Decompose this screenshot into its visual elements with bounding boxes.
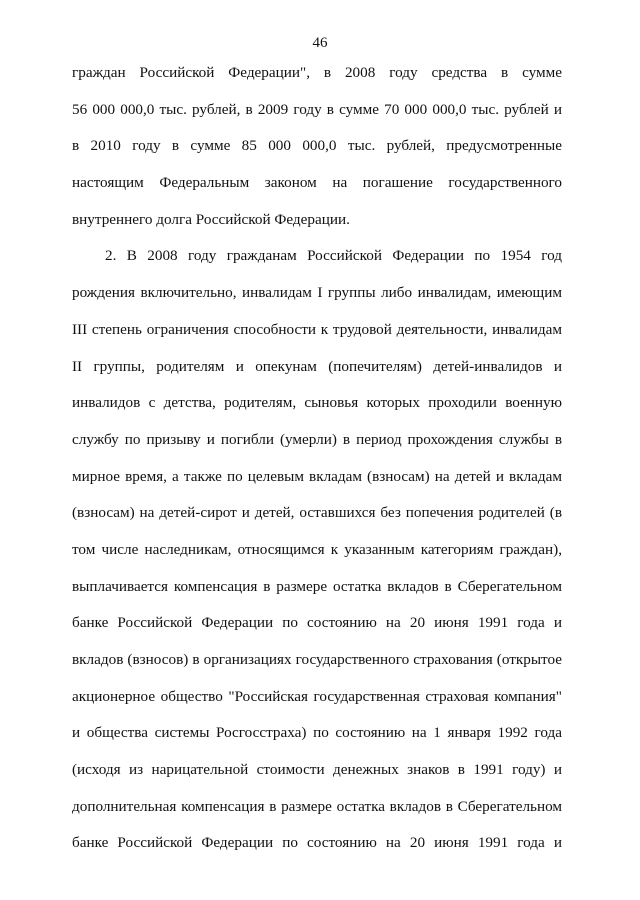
text-line: том числе наследникам, относящимся к указанным категориям граждан), <box>72 540 562 558</box>
text-line: внутреннего долга Российской Федерации. <box>72 210 350 228</box>
text-line: 56 000 000,0 тыс. рублей, в 2009 году в сумме 70 000 000,0 тыс. рублей и <box>72 100 562 118</box>
text-line: банке Российской Федерации по состоянию на 20 июня 1991 года и <box>72 614 562 632</box>
text-line: вкладов (взносов) в организациях государственного страхования (открытое <box>72 651 562 668</box>
text-line: инвалидов с детства, родителям, сыновья которых проходили военную <box>72 394 562 412</box>
text-line: II группы, родителям и опекунам (попечителям) детей-инвалидов и <box>72 357 562 375</box>
text-line: III степень ограничения способности к трудовой деятельности, инвалидам <box>72 320 562 338</box>
text-line: настоящим Федеральным законом на погашение государственного <box>72 174 562 192</box>
text-line: (взносам) на детей-сирот и детей, оставшихся без попечения родителей (в <box>72 504 562 522</box>
text-line: службу по призыву и погибли (умерли) в период прохождения службы в <box>72 430 562 448</box>
page-number: 46 <box>312 35 328 51</box>
body-text <box>72 55 562 862</box>
text-line: в 2010 году в сумме 85 000 000,0 тыс. рублей, предусмотренные <box>72 137 562 155</box>
text-line: 2. В 2008 году гражданам Российской Федерации по 1954 год <box>105 247 562 265</box>
text-line: мирное время, а также по целевым вкладам (взносам) на детей и вкладам <box>72 467 562 485</box>
text-line: рождения включительно, инвалидам I группы либо инвалидам, имеющим <box>72 284 562 302</box>
text-line: (исходя из нарицательной стоимости денежных знаков в 1991 году) и <box>72 761 562 779</box>
text-line: и общества системы Росгосстраха) по состоянию на 1 января 1992 года <box>72 724 562 742</box>
text-line: дополнительная компенсация в размере остатка вкладов в Сберегательном <box>72 797 562 815</box>
text-line: граждан Российской Федерации", в 2008 году средства в сумме <box>72 64 562 81</box>
text-line: выплачивается компенсация в размере остатка вкладов в Сберегательном <box>72 577 562 595</box>
text-line: акционерное общество "Российская государственная страховая компания" <box>72 687 562 705</box>
text-line: банке Российской Федерации по состоянию на 20 июня 1991 года и <box>72 834 562 852</box>
